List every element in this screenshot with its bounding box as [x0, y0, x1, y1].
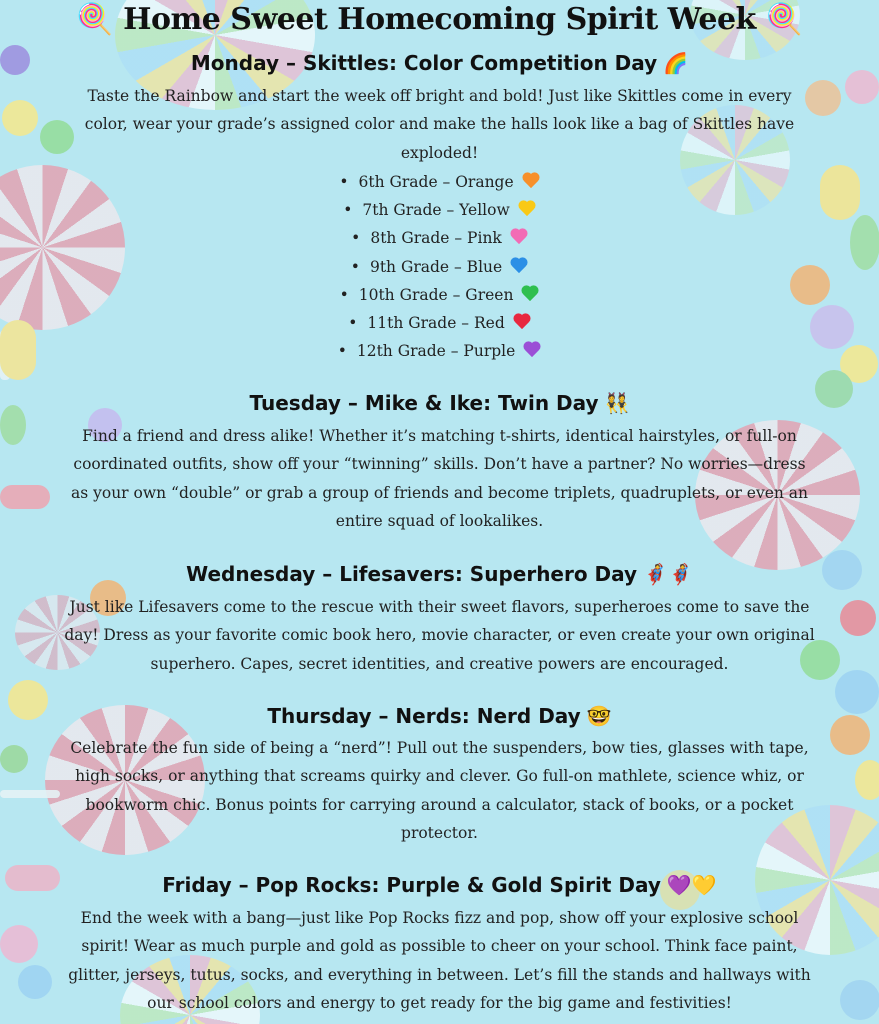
day-heading-tuesday — [0, 391, 879, 415]
heading-text: Monday – Skittles: Color Competition Day — [190, 51, 658, 75]
grade-label: 12th Grade – Purple — [356, 342, 516, 361]
bullet: • — [351, 229, 361, 248]
bullet: • — [343, 201, 353, 220]
bullet: • — [337, 342, 347, 361]
day-heading-wednesday — [0, 562, 879, 586]
grade-label: 11th Grade – Red — [367, 313, 505, 332]
day-description-tuesday: Find a friend and dress alike! Whether it’s matching t-shirts, identical hairstyles, or full-on coordinated outfits, show off your “twinning” skills. Don’t have a partner? No worries—dress as your own “double” or grab a group of friends and become triplets, quadruplets, or even an entire squad of lookalikes. — [70, 427, 809, 530]
grade-color-list — [0, 168, 879, 365]
day-description-monday: Taste the Rainbow and start the week off bright and bold! Just like Skittles come in every color, wear your grade’s assigned color and make the halls look like a bag of Skittles have exploded! — [84, 87, 795, 162]
superhero-icon: 🦸🦸 — [643, 562, 693, 586]
twins-icon: 👯 — [604, 391, 630, 415]
list-item — [0, 337, 879, 365]
grade-label: 10th Grade – Green — [358, 285, 514, 304]
orange-heart-icon — [522, 173, 540, 189]
bullet: • — [350, 257, 360, 276]
day-description-friday: End the week with a bang—just like Pop Rocks fizz and pop, show off your explosive school spirit! Wear as much purple and gold as possible to cheer on your school. Think face paint, glitter, jerseys, tutus, socks, and everything in between. Let’s fill the stands and hallways with our school colors and energy to get ready for the big game and festivities! — [68, 909, 811, 1012]
heading-text: Thursday – Nerds: Nerd Day — [267, 704, 581, 728]
day-description-thursday: Celebrate the fun side of being a “nerd”! Pull out the suspenders, bow ties, glasses with tape, high socks, or anything that screams quirky and clever. Go full-on mathlete, science whiz, or bookworm chic. Bonus points for carrying around a calculator, stack of books, or a pocket protector. — [70, 739, 809, 842]
bullet: • — [348, 313, 358, 332]
heading-text: Tuesday – Mike & Ike: Twin Day — [249, 391, 599, 415]
nerd-face-icon: 🤓 — [586, 704, 612, 728]
green-heart-icon — [521, 286, 539, 302]
day-heading-friday — [0, 873, 879, 897]
list-item — [0, 309, 879, 337]
rainbow-icon: 🌈 — [663, 51, 689, 75]
list-item — [0, 196, 879, 224]
bullet: • — [339, 173, 349, 191]
grade-label: 9th Grade – Blue — [369, 257, 503, 276]
blue-heart-icon — [510, 258, 528, 274]
list-item — [0, 281, 879, 309]
list-item — [0, 224, 879, 252]
pink-heart-icon — [510, 229, 528, 245]
list-item — [0, 253, 879, 281]
day-heading-monday — [0, 51, 879, 75]
bullet: • — [339, 285, 349, 304]
heading-text: Wednesday – Lifesavers: Superhero Day — [186, 562, 638, 586]
purple-gold-hearts-icon: 💜💛 — [666, 873, 717, 897]
day-description-wednesday: Just like Lifesavers come to the rescue with their sweet flavors, superheroes come to save the day! Dress as your favorite comic book hero, movie character, or even create your own original superhero. Capes, secret identities, and creative powers are encouraged. — [64, 598, 815, 673]
purple-heart-icon — [523, 342, 541, 358]
list-item — [0, 168, 879, 196]
flyer-title: 🍭 Home Sweet Homecoming Spirit Week 🍭 — [76, 2, 803, 37]
red-heart-icon — [513, 314, 531, 330]
grade-label: 6th Grade – Orange — [358, 173, 514, 191]
grade-label: 7th Grade – Yellow — [362, 201, 510, 220]
day-heading-thursday — [0, 704, 879, 728]
grade-label: 8th Grade – Pink — [370, 229, 502, 248]
heading-text: Friday – Pop Rocks: Purple & Gold Spirit Day — [162, 873, 661, 897]
yellow-heart-icon — [518, 201, 536, 217]
